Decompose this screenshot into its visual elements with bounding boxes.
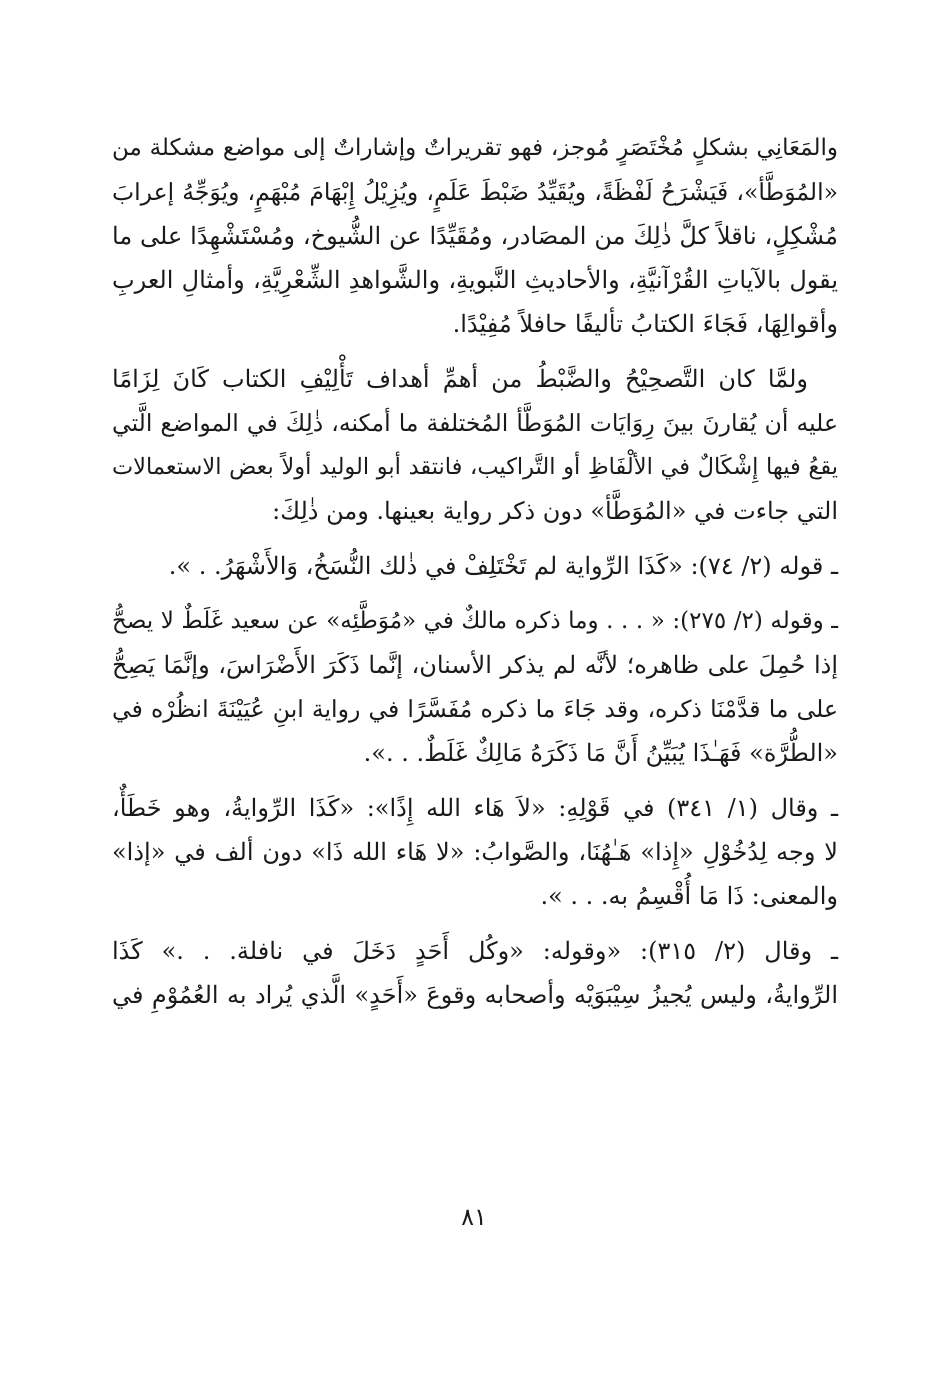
text-line: ـ وقال (٢/ ٣١٥): «وقوله: «وكُل أَحَدٍ دَخَلَ في نافلة. . .» كَذَا <box>112 937 838 965</box>
text-line: يقعُ فيها إِشْكَالٌ في الألْفَاظِ أو التَّراكيب، فانتقد أبو الوليد أولاً بعض الاستعمالات <box>112 454 838 480</box>
paragraph-2 <box>112 357 838 533</box>
text-line: «الطُّرَّة» فَهَـٰذَا يُبَيِّنُ أَنَّ مَا ذَكَرَهُ مَالِكٌ غَلَطٌ. . .». <box>363 739 838 767</box>
text-line: «المُوَطَّأ»، فَيَشْرَحُ لَفْظَةً، ويُقَيِّدُ ضَبْطَ عَلَمٍ، ويُزِيْلُ إِبْهَامَ مُبْهَمٍ، ويُوَجِّهُ إعرابَ <box>112 178 838 206</box>
text-line: ـ وقال (١/ ٣٤١) في قَوْلِهِ: «لاَ هَاء الله إِذًا»: «كَذَا الرِّوايةُ، وهو خَطَأٌ، <box>112 794 838 822</box>
text-line: مُشْكِلٍ، ناقلاً كلَّ ذٰلِكَ من المصَادر، ومُقَيِّدًا عن الشُّيوخ، ومُسْتَشْهِدًا على ما <box>112 222 839 250</box>
text-line: لا وجه لِدُخُوْلِ «إِذا» هَـٰهُنَا، والصَّوابُ: «لا هَاء الله ذَا» دون ألف في «إذا» <box>112 838 838 866</box>
quote-3 <box>112 786 838 918</box>
text-line: والمَعَانِي بشكلٍ مُخْتَصَرٍ مُوجز، فهو تقريراتٌ وإشاراتٌ إلى مواضع مشكلة من <box>112 135 838 161</box>
text-line: عليه أن يُقارنَ بينَ رِوَايَات المُوَطَّأ المُختلفة ما أمكنه، ذٰلِكَ في المواضع الَّتي <box>112 409 838 437</box>
quote-1 <box>112 544 838 588</box>
text-line: التي جاءت في «المُوَطَّأ» دون ذكر رواية بعينها. ومن ذٰلِكَ: <box>272 497 838 525</box>
text-line: ـ قوله (٢/ ٧٤): «كَذَا الرِّواية لم تَخْتَلِفْ في ذٰلك النُّسَخُ، وَالأَشْهَرُ. . ». <box>168 552 838 580</box>
quote-2 <box>112 599 838 775</box>
page-number: ٨١ <box>461 1203 487 1231</box>
text-line: على ما قدَّمْنَا ذكره، وقد جَاءَ ما ذكره مُفَسَّرًا في رواية ابنِ عُيَيْنَةَ انظُرْه في <box>112 695 838 723</box>
text-line: ـ وقوله (٢/ ٢٧٥): « . . . وما ذكره مالكٌ في «مُوَطَّئِه» عن سعيد غَلَطٌ لا يصحُّ <box>112 608 839 634</box>
text-line: الرِّوايةُ، وليس يُجيزُ سِيْبَوَيْه وأصحابه وقوعَ «أَحَدٍ» الَّذي يُراد به العُمُوْمِ في <box>112 981 838 1009</box>
text-line: يقول بالآياتِ القُرْآنيَّةِ، والأحاديثِ النَّبويةِ، والشَّواهدِ الشِّعْرِيَّةِ، وأمثالِ العربِ <box>112 266 838 294</box>
text-line: وأقوالِهَا، فَجَاءَ الكتابُ تأليفًا حافلاً مُفِيْدًا. <box>452 310 838 338</box>
quote-4 <box>112 929 838 1017</box>
text-line: ولمَّا كان التَّصحِيْحُ والضَّبْطُ من أهمِّ أهداف تَأْلِيْفِ الكتاب كَانَ لِزَامًا <box>112 365 808 393</box>
text-line: إذا حُمِلَ على ظاهره؛ لأنَّه لم يذكر الأسنان، إنَّما ذَكَرَ الأَضْرَاسَ، وإنَّمَا يَصِحُّ <box>112 651 838 679</box>
text-line: والمعنى: ذَا مَا أُقْسِمُ به. . . ». <box>540 882 838 910</box>
body-text <box>112 126 838 1017</box>
paragraph-1 <box>112 126 838 346</box>
